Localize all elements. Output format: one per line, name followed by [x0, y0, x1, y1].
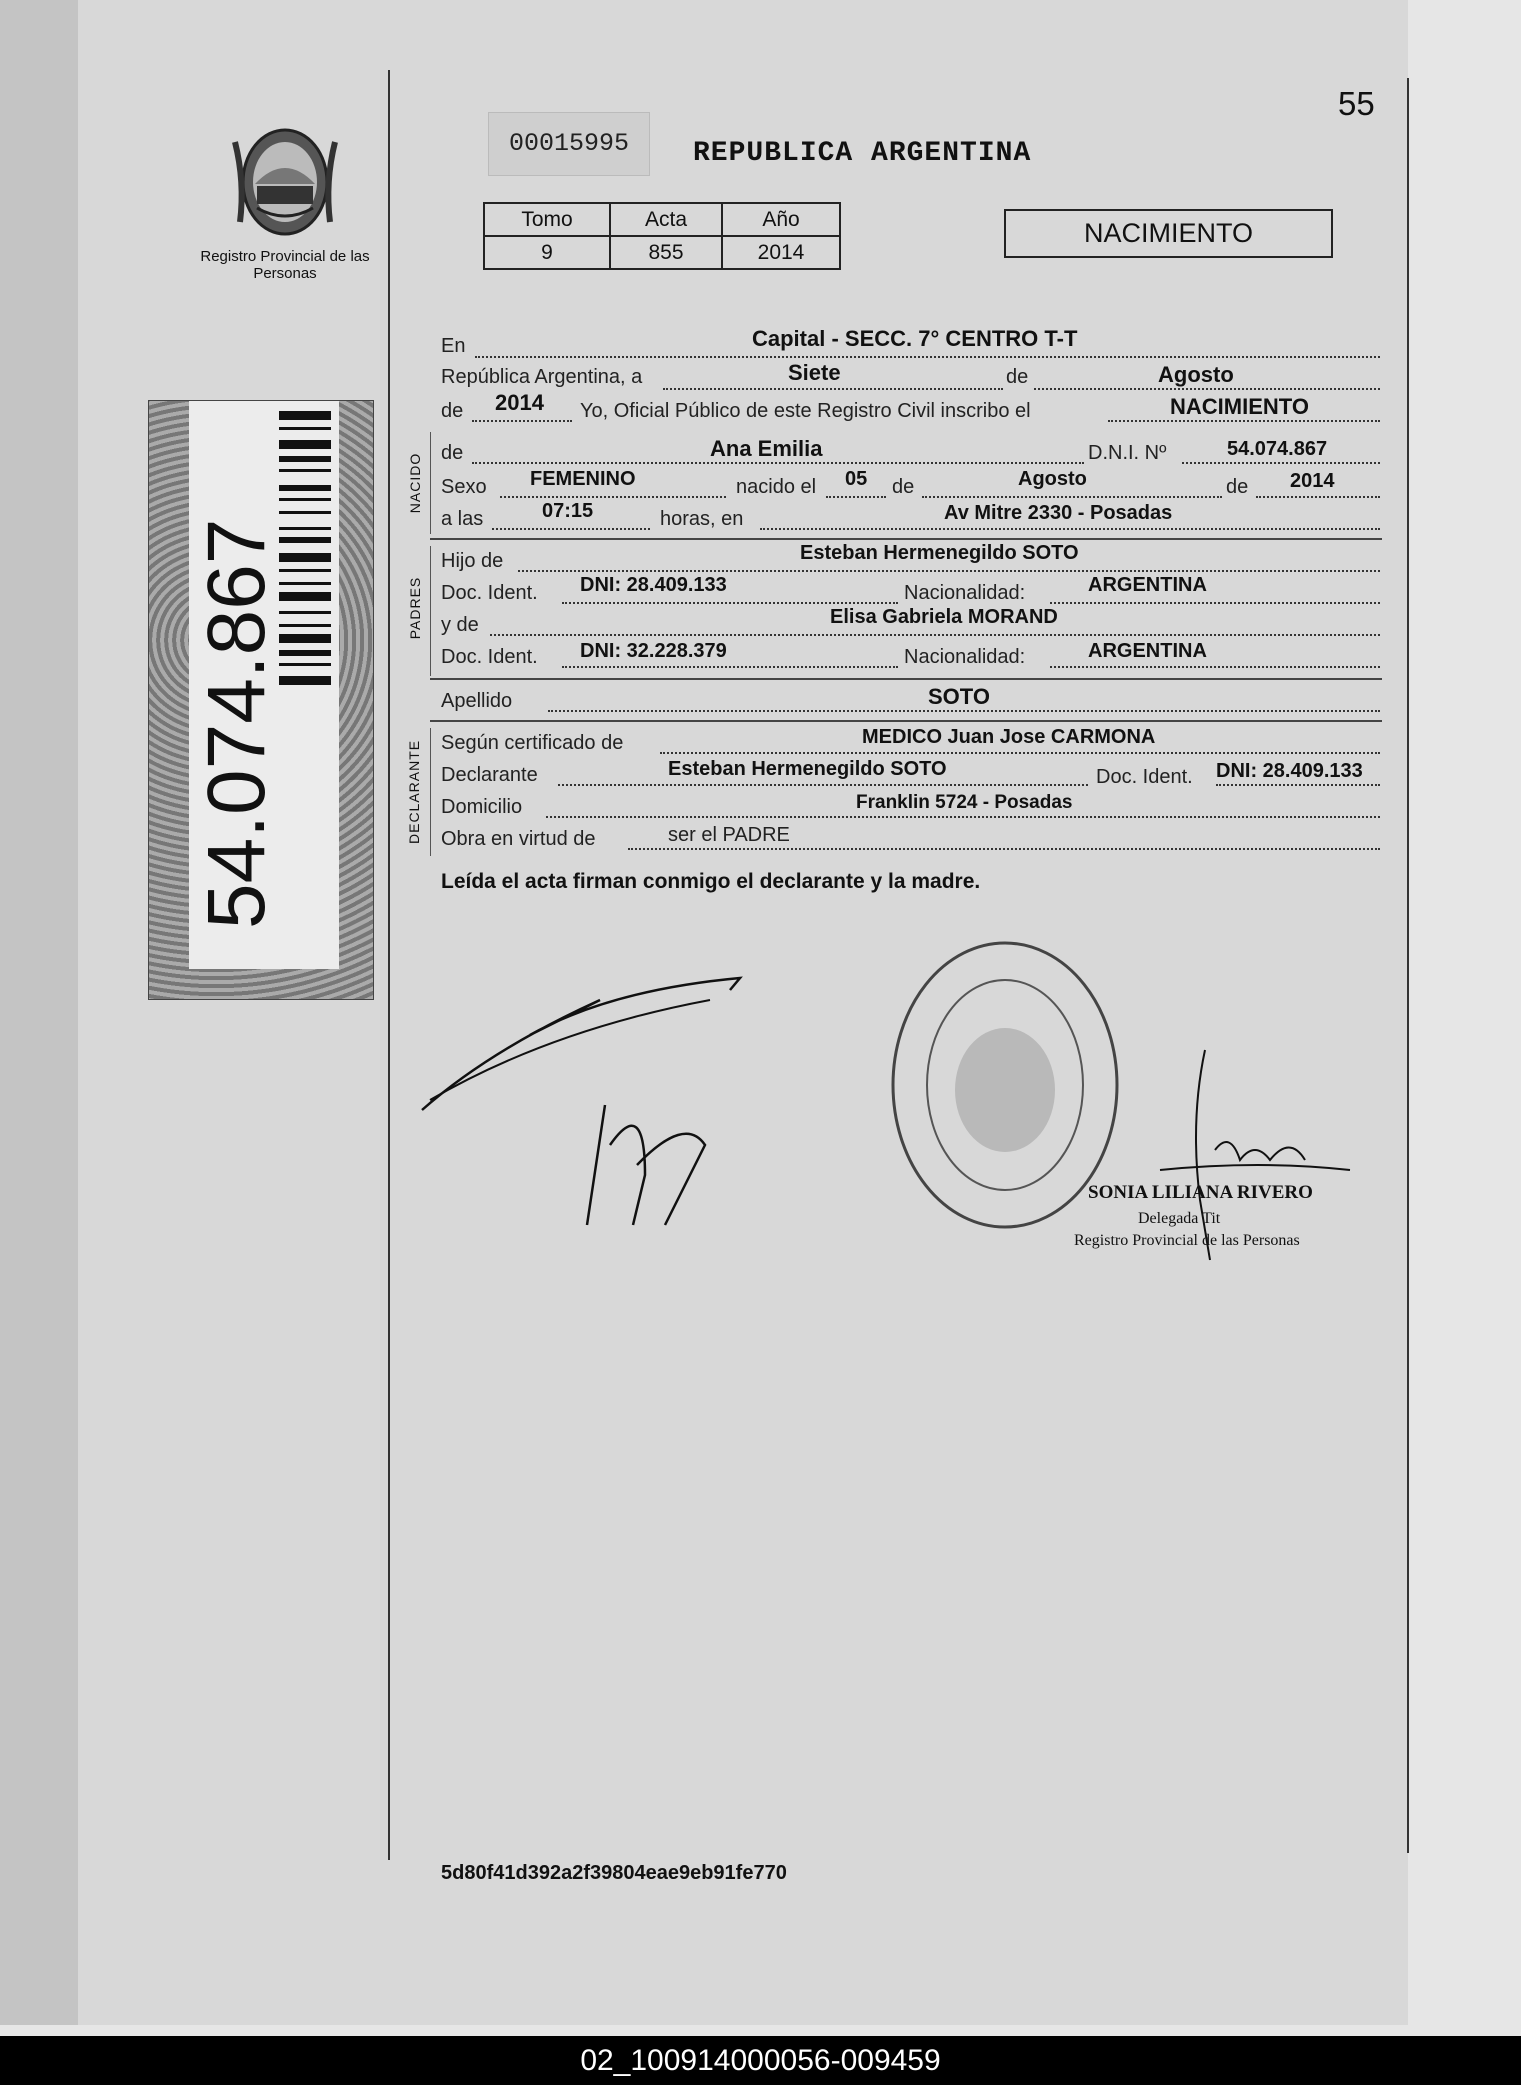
father-name-value: Esteban Hermenegildo SOTO	[800, 542, 1079, 564]
declarant-name-value: Esteban Hermenegildo SOTO	[668, 758, 947, 780]
birth-month-value: Agosto	[1018, 468, 1087, 490]
dotted-line	[663, 388, 1003, 390]
dotted-line	[1256, 496, 1380, 498]
domicilio-label: Domicilio	[441, 796, 523, 818]
dotted-line	[760, 528, 1380, 530]
section-divider	[430, 538, 1382, 540]
tomo-acta-ano-table	[483, 202, 841, 270]
barcode-number: 54.074.867	[191, 518, 282, 929]
sexo-label: Sexo	[441, 476, 487, 498]
table-header-ano: Año	[722, 203, 840, 236]
barcode-bar	[279, 485, 331, 491]
barcode-bar	[279, 456, 331, 462]
barcode-bar	[279, 498, 331, 501]
barcode-bar	[279, 582, 331, 585]
birth-day-value: 05	[845, 468, 868, 490]
officer-name: SONIA LILIANA RIVERO	[1088, 1182, 1313, 1203]
doc-ident-label: Doc. Ident.	[441, 582, 538, 604]
de-label: de	[1226, 476, 1249, 498]
barcode-bar	[279, 427, 331, 430]
dotted-line	[922, 496, 1222, 498]
section-rule	[430, 432, 431, 534]
dotted-line	[546, 816, 1380, 818]
child-dni-value: 54.074.867	[1227, 438, 1328, 460]
barcode-bar	[279, 624, 331, 627]
dotted-line	[826, 496, 886, 498]
nacido-label: nacido el	[736, 476, 817, 498]
table-header-acta: Acta	[610, 203, 722, 236]
page-number: 55	[1338, 85, 1375, 122]
dotted-line	[1050, 666, 1380, 668]
mother-name-value: Elisa Gabriela MORAND	[830, 606, 1058, 628]
obra-value: ser el PADRE	[668, 824, 790, 846]
misiones-crest-logo	[225, 112, 345, 247]
serial-number: 00015995	[488, 112, 650, 176]
nacionalidad-label: Nacionalidad:	[904, 646, 1026, 668]
doc-ident-label: Doc. Ident.	[1096, 766, 1193, 788]
de-label: de	[441, 400, 464, 422]
horas-label: horas, en	[660, 508, 744, 530]
dotted-line	[558, 784, 1088, 786]
sexo-value: FEMENINO	[530, 468, 636, 490]
hijo-label: Hijo de	[441, 550, 504, 572]
mother-nationality-value: ARGENTINA	[1088, 640, 1207, 662]
dotted-line	[500, 496, 726, 498]
document-title: REPUBLICA ARGENTINA	[693, 138, 1032, 169]
dotted-line	[548, 710, 1380, 712]
de-label: de	[1006, 366, 1029, 388]
barcode-bar	[279, 537, 331, 543]
dotted-line	[1108, 420, 1380, 422]
yo-text: Yo, Oficial Público de este Registro Civil inscribo el	[580, 400, 1031, 422]
segun-certificado-label: Según certificado de	[441, 732, 624, 754]
dotted-line	[1182, 462, 1380, 464]
doc-ident-label: Doc. Ident.	[441, 646, 538, 668]
barcode-bar	[279, 650, 331, 656]
month-value: Agosto	[1158, 362, 1234, 387]
day-value: Siete	[788, 360, 841, 385]
de-label: de	[892, 476, 915, 498]
barcode-bar	[279, 592, 331, 601]
section-label-nacido: NACIDO	[407, 452, 423, 514]
barcode-bar	[279, 611, 331, 614]
dotted-line	[492, 528, 650, 530]
dotted-line	[472, 420, 572, 422]
dotted-line	[562, 602, 898, 604]
barcode-bar	[279, 634, 331, 643]
section-label-declarante: DECLARANTE	[406, 739, 422, 844]
section-rule	[430, 546, 431, 676]
father-nationality-value: ARGENTINA	[1088, 574, 1207, 596]
section-rule	[430, 728, 431, 856]
officer-role: Delegada Tit	[1138, 1210, 1221, 1227]
section-label-padres: PADRES	[407, 576, 423, 640]
section-divider	[430, 720, 1382, 722]
yde-label: y de	[441, 614, 479, 636]
barcode-bar	[279, 511, 331, 514]
barcode-bar	[279, 663, 331, 666]
birth-place-value: Av Mitre 2330 - Posadas	[944, 502, 1173, 524]
dotted-line	[475, 356, 1380, 358]
officer-organization: Registro Provincial de las Personas	[1074, 1232, 1300, 1249]
barcode-bar	[279, 440, 331, 449]
page-left-edge	[0, 0, 78, 2025]
dotted-line	[628, 848, 1380, 850]
certificate-value: MEDICO Juan Jose CARMONA	[862, 726, 1156, 748]
father-doc-value: DNI: 28.409.133	[580, 574, 727, 596]
registro-caption: Registro Provincial de las Personas	[200, 248, 370, 282]
child-name-value: Ana Emilia	[710, 436, 823, 461]
republica-label: República Argentina, a	[441, 366, 643, 388]
en-label: En	[441, 335, 466, 357]
barcode-bar	[279, 676, 331, 685]
dotted-line	[660, 752, 1380, 754]
right-margin-rule	[1407, 78, 1409, 1853]
barcode-bar	[279, 527, 331, 530]
event-value: NACIMIENTO	[1170, 394, 1309, 419]
closing-statement: Leída el acta firman conmigo el declarante y la madre.	[441, 870, 981, 893]
dotted-line	[562, 666, 898, 668]
year-value: 2014	[495, 390, 544, 415]
declarant-doc-value: DNI: 28.409.133	[1216, 760, 1363, 782]
dotted-line	[518, 570, 1380, 572]
table-value-acta: 855	[610, 236, 722, 269]
document-hash: 5d80f41d392a2f39804eae9eb91fe770	[441, 1862, 787, 1884]
barcode-panel	[148, 400, 374, 1000]
apellido-value: SOTO	[928, 684, 990, 709]
declarante-label: Declarante	[441, 764, 538, 786]
dotted-line	[490, 634, 1380, 636]
birth-year-value: 2014	[1290, 470, 1335, 492]
barcode-bar	[279, 569, 331, 572]
table-value-ano: 2014	[722, 236, 840, 269]
mother-doc-value: DNI: 32.228.379	[580, 640, 727, 662]
de-label: de	[441, 442, 464, 464]
table-header-tomo: Tomo	[484, 203, 610, 236]
section-divider	[430, 678, 1382, 680]
barcode-bar	[279, 411, 331, 420]
doc-type-box: NACIMIENTO	[1004, 209, 1333, 258]
dni-label: D.N.I. Nº	[1088, 442, 1167, 464]
mother-signature	[575, 1085, 715, 1235]
footer-file-id: 02_100914000056-009459	[0, 2036, 1521, 2085]
apellido-label: Apellido	[441, 690, 513, 712]
barcode-bar	[279, 553, 331, 562]
table-value-tomo: 9	[484, 236, 610, 269]
barcode-bar	[279, 469, 331, 472]
birth-time-value: 07:15	[542, 500, 594, 522]
domicilio-value: Franklin 5724 - Posadas	[856, 792, 1073, 813]
dotted-line	[1216, 784, 1380, 786]
dotted-line	[1034, 388, 1380, 390]
obra-label: Obra en virtud de	[441, 828, 596, 850]
place-value: Capital - SECC. 7° CENTRO T-T	[752, 326, 1078, 351]
dotted-line	[1050, 602, 1380, 604]
left-margin-rule	[388, 70, 390, 1860]
barcode-graphic	[189, 401, 339, 969]
nacionalidad-label: Nacionalidad:	[904, 582, 1026, 604]
dotted-line	[472, 462, 1084, 464]
alas-label: a las	[441, 508, 484, 530]
